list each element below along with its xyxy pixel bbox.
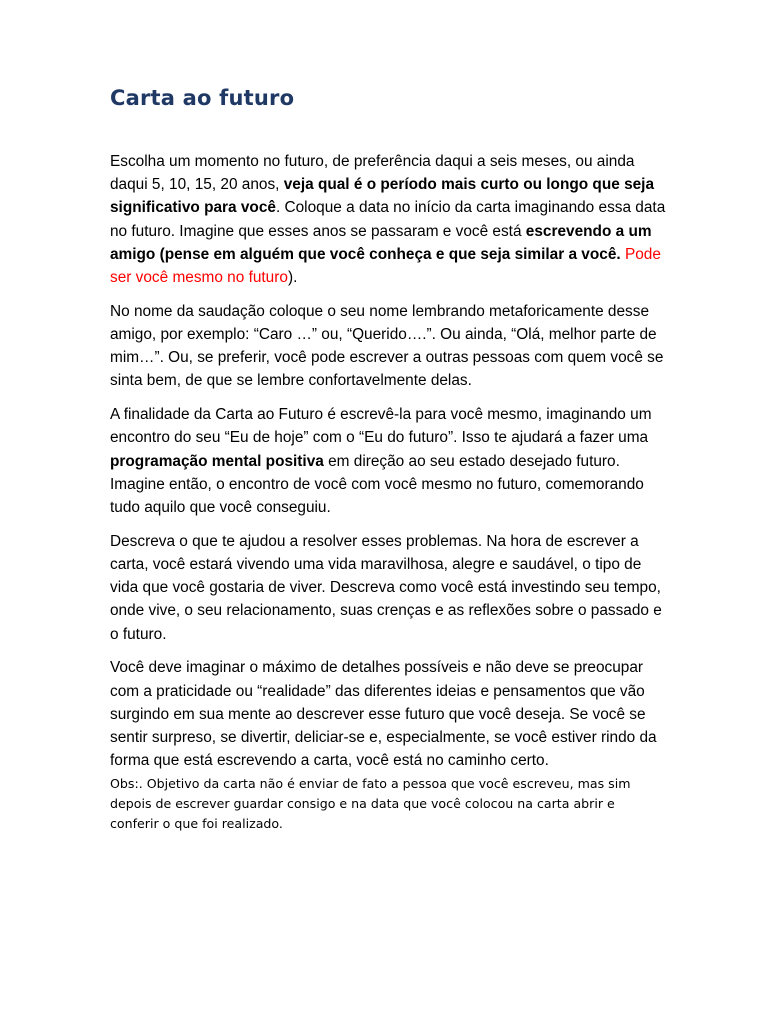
paragraph-text: Escolha um momento no futuro, de preferência daqui a seis meses, ou ainda daqui 5, 10, 15, 20 anos, [110, 153, 635, 194]
red-highlight-text: Pode ser você mesmo no futuro [110, 245, 661, 287]
paragraph-details: Você deve imaginar o máximo de detalhes possíveis e não deve se preocupar com a praticidade ou “realidade” das diferentes ideias e pensamentos que vão surgindo em sua mente ao descrever esse futuro que você deseja. Se você se sentir surpreso, se divertir, deliciar-se e, especialmente, se você estiver rindo da forma que está escrevendo a carta, você está no caminho certo. [110, 659, 657, 770]
bold-emphasis: programação mental positiva [110, 452, 324, 470]
document-body [110, 150, 666, 783]
paragraph-describe: Descreva o que te ajudou a resolver esses problemas. Na hora de escrever a carta, você estará vivendo uma vida maravilhosa, alegre e saudável, o tipo de vida que você gostaria de viver. Descreva como você está investindo seu tempo, onde vive, o seu relacionamento, suas crenças e as reflexões sobre o passado e o futuro. [110, 532, 662, 643]
paragraph-purpose [110, 403, 666, 519]
paragraph-text: A finalidade da Carta ao Futuro é escrevê-la para você mesmo, imaginando um encontro do seu “Eu de hoje” com o “Eu do futuro”. Isso te ajudará a fazer uma [110, 406, 652, 447]
document-title: Carta ao futuro [110, 86, 295, 110]
paragraph-greeting: No nome da saudação coloque o seu nome lembrando metaforicamente desse amigo, por exemplo: “Caro …” ou, “Querido….”. Ou ainda, “Olá, melhor parte de mim…”. Ou, se preferir, você pode escrever a outras pessoas com quem você se sinta bem, de que se lembre confortavelmente delas. [110, 302, 664, 390]
paragraph-text: ). [287, 269, 298, 287]
observation-note: Obs:. Objetivo da carta não é enviar de fato a pessoa que você escreveu, mas sim depois de escrever guardar consigo e na data que você colocou na carta abrir e conferir o que foi realizado. [110, 776, 631, 831]
paragraph-date-instructions [110, 150, 666, 289]
bold-emphasis: veja qual é o período mais curto ou longo que seja significativo para você [110, 176, 655, 217]
bold-emphasis: escrevendo a um amigo (pense em alguém que você conheça e que seja similar a você. [110, 222, 652, 263]
paragraph-text: . Coloque a data no início da carta imaginando essa data no futuro. Imagine que esses anos se passaram e você está [110, 199, 666, 240]
paragraph-text: em direção ao seu estado desejado futuro. Imagine então, o encontro de você com você mesmo no futuro, comemorando tudo aquilo que você conseguiu. [110, 452, 644, 517]
